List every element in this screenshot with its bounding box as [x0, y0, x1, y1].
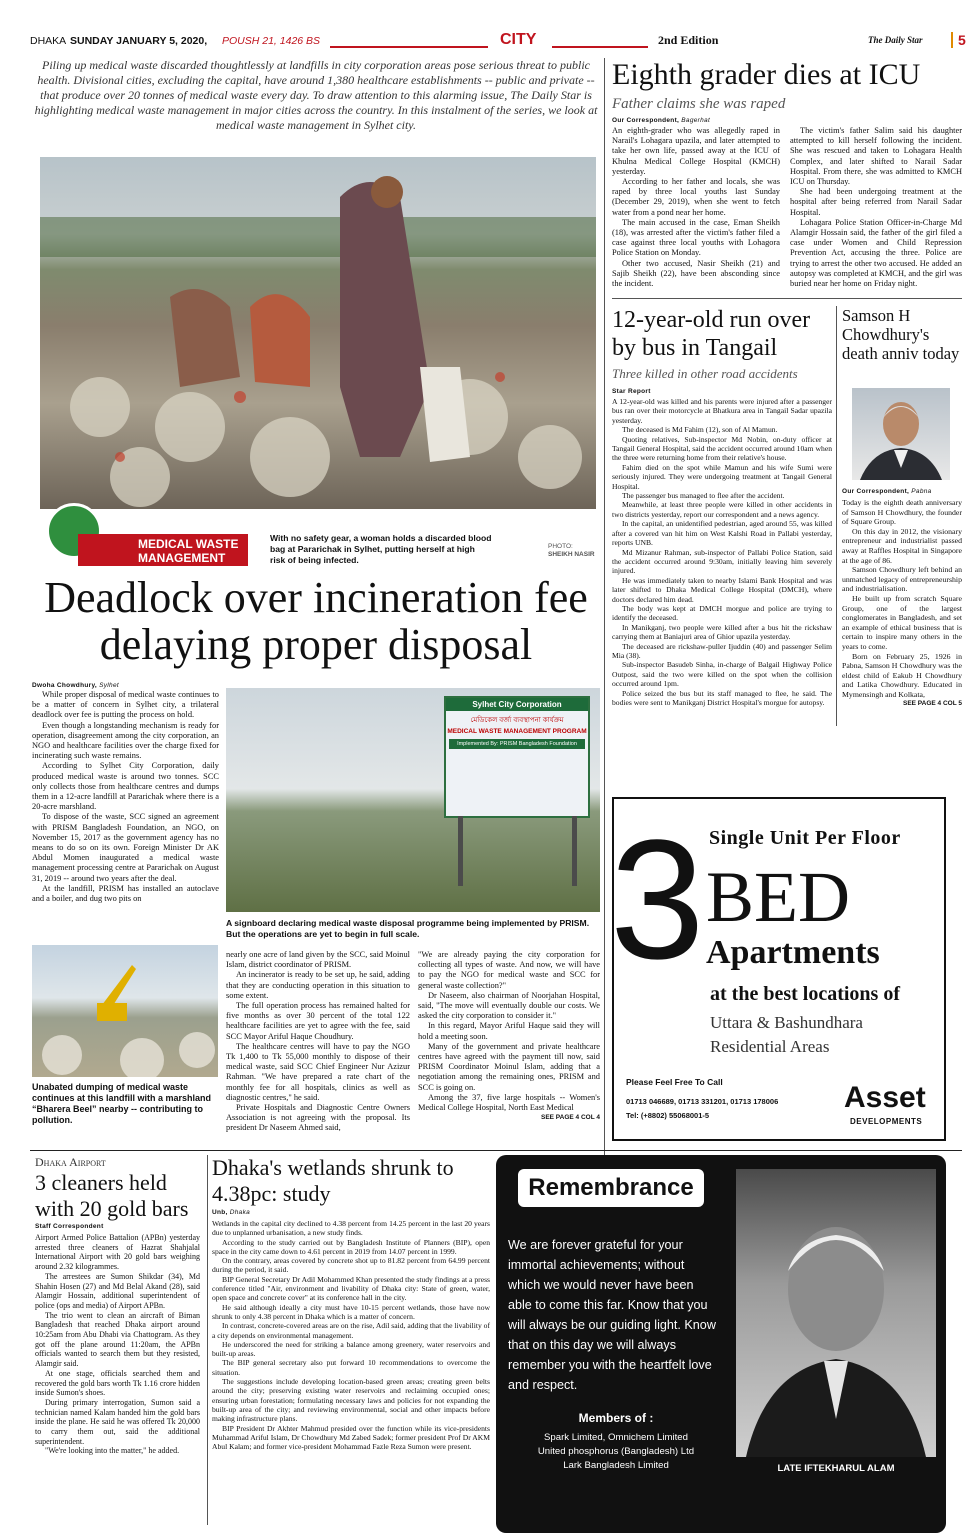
ad-big-number: 3 [610, 805, 705, 995]
tangail-headline: 12-year-old run over by bus in Tangail [612, 307, 811, 361]
masthead-rule-right [552, 46, 648, 48]
lead-see-page: SEE PAGE 4 COL 4 [540, 1114, 600, 1122]
remembrance-ad [496, 1155, 946, 1533]
icu-byline [612, 117, 710, 124]
paragraph: An incinerator is ready to be set up, he said, adding that they are conducting operation in this situation to some extent. [226, 970, 410, 1000]
badge-label: MEDICAL WASTE MANAGEMENT [78, 534, 248, 566]
tangail-subheadline: Three killed in other road accidents [612, 366, 798, 381]
lead-column-1 [32, 690, 219, 904]
lead-byline-place: Sylhet [99, 682, 119, 689]
samson-headline: Samson H Chowdhury's death anniv today [842, 306, 960, 363]
ad-brand-sub: DEVELOPMENTS [850, 1117, 923, 1126]
photo-credit-label: PHOTO: [548, 543, 573, 550]
member-item: United phosphorus (Bangladesh) Ltd [537, 1446, 695, 1457]
paragraph: Even though a longstanding mechanism is ready for operation, disagreement among the city corporation, an NGO and healthcare facilities over the charge fixed for incinerating such waste remains. [32, 720, 219, 761]
lead-headline: Deadlock over incineration fee delaying proper disposal [44, 573, 588, 669]
paragraph: She had been undergoing treatment at the hospital after being referred from Narail Sadar Hospital. [790, 187, 962, 217]
paragraph: The arrestees are Sumon Shikdar (34), Md Shahin Hosen (27) and Md Belal Akand (28), said Alamgir Hossain, additional superintendent of police (ops and media) of Airport APBn. [35, 1271, 200, 1310]
paragraph: Md Mizanur Rahman, sub-inspector of Pallabi Police Station, said the accident occurred around 9:30am, initially leaving him severely injured. [612, 547, 832, 576]
samson-body [842, 498, 962, 709]
series-badge [38, 508, 250, 566]
wetlands-byline [212, 1209, 250, 1216]
paragraph: "We're looking into the matter," he added. [45, 1446, 180, 1456]
dateline-date: SUNDAY JANUARY 5, 2020, [70, 35, 208, 47]
ad-apartments: Apartments [706, 934, 880, 971]
paragraph: He was immediately taken to nearby Islami Bank Hospital and was later shifted to Dhaka Medical College Hospital (DMCH), where doctors declared him dead. [612, 575, 832, 604]
paragraph: The healthcare centres will have to pay the NGO Tk 1,400 to Tk 55,000 monthly to dispose of their medical waste, said SCC Chief Engineer Nur Azizur Rahman. "We have prepared a rate chart of the monthly fee for all hospitals, clinics as well as diagnostic centres," he said. [226, 1041, 410, 1102]
ad-phones: 01713 046689, 01713 331201, 01713 178006 [626, 1097, 779, 1106]
member-item: Spark Limited, Omnichem Limited [544, 1432, 688, 1443]
photo-credit-name: SHEIKH NASIR [548, 551, 595, 558]
paragraph: He said although ideally a city must have 10-15 percent wetlands, those have now shrunk to only 4.38 percent in Dhaka which is a matter of concern. [212, 1302, 490, 1321]
paragraph: A 12-year-old was killed and his parents were injured after a passenger bus ran over their motorcycle at Bhatkura area in Tangail Sadar upazila yesterday. [612, 397, 832, 425]
column-divider-airport [207, 1155, 208, 1525]
icu-byline-name: Our Correspondent, [612, 117, 680, 124]
airport-body [35, 1233, 200, 1456]
paragraph: Police seized the bus but its staff managed to flee, he said. The bodies were sent to Manikganj District Hospital's morgue for autopsy. [612, 688, 832, 707]
paragraph: Lohagara Police Station Officer-in-Charge Md Alamgir Hossain said, the father of the girl filed a case under Women and Child Repression Prevention Act, accusing the three. Police are trying to arrest the other two accused. He added an autopsy was completed at KMCH, and the girl was buried near her home on Friday night. [790, 217, 962, 289]
paper-logo: The Daily Star [868, 35, 923, 45]
remembrance-members-label: Members of : [578, 1411, 654, 1425]
icu-byline-place: Bagerhat [681, 117, 711, 124]
paragraph: "We are already paying the city corporation for collecting all types of waste. And now, we will have to pay the NGO for medical waste and SCC for general waste collection?" [418, 950, 600, 990]
asset-ad [612, 797, 946, 1141]
edition-label: 2nd Edition [658, 33, 719, 47]
column-divider-main [604, 58, 605, 1158]
ad-tel: Tel: (+8802) 55068001-5 [626, 1111, 710, 1120]
remembrance-portrait [736, 1169, 936, 1457]
samson-byline-place: Pabna [911, 488, 932, 495]
sign-program: MEDICAL WASTE MANAGEMENT PROGRAM [447, 728, 587, 735]
paragraph: Wetlands in the capital city declined to 4.38 percent from 14.25 percent in the last 20 years due to unplanned urbanisation, a new study finds. [212, 1219, 490, 1238]
ad-areas-2: Residential Areas [710, 1037, 830, 1056]
lead-photo-caption: With no safety gear, a woman holds a discarded blood bag at Pararichak in Sylhet, putting herself at high risk of being infected. [270, 533, 492, 565]
paragraph: Today is the eighth death anniversary of Samson H Chowdhury, the founder of Square Group. [842, 498, 962, 527]
paragraph: Sub-inspector Basudeb Sinha, in-charge of Balgail Highway Police Outpost, said the two were killed on the spot when the collision occurred around 1pm. [612, 660, 832, 689]
icu-bottom-rule [612, 298, 962, 299]
sign-post-left [458, 816, 463, 886]
ad-call-label: Please Feel Free To Call [626, 1077, 723, 1087]
airport-kicker: Dhaka Airport [35, 1155, 106, 1169]
samson-portrait [852, 388, 950, 480]
paragraph: The body was kept at DMCH morgue and police are trying to identify the deceased. [612, 603, 832, 623]
signboard-photo [226, 688, 600, 912]
column-divider-samson [836, 306, 837, 726]
paragraph: To dispose of the waste, SCC signed an agreement with PRISM Bangladesh Foundation, an NGO, on November 15, 2017 as the government agency has no means to do so on its own. Foreign Minister Dr AK Abdul Momen inaugurated a medical waste management processing centre at Pararichak on August 31, 2019 -- around two years after the deal. [32, 812, 219, 883]
sign-post-right [572, 816, 577, 886]
masthead [30, 31, 966, 51]
wetlands-headline: Dhaka's wetlands shrunk to 4.38pc: study [212, 1155, 454, 1206]
paragraph: On this day in 2012, the visionary entrepreneur and industrialist passed away at Raffles Hospital in Singapore at the age of 86. [842, 526, 962, 565]
samson-byline [842, 488, 932, 495]
sign-bangla: মেডিকেল বর্জ্য ব্যবস্থাপনা কার্যক্রম [470, 717, 564, 724]
remembrance-title: Remembrance [518, 1169, 704, 1207]
signboard [444, 696, 590, 818]
lead-byline [32, 682, 119, 689]
landfill-photo-art [32, 945, 218, 1077]
landfill-caption: Unabated dumping of medical waste continues at this landfill with a marshland “Bharera Beel” nearby -- contributing to pollution. [32, 1082, 212, 1125]
paragraph: On the contrary, areas covered by concrete shot up to 81.82 percent from 64.99 percent during the period, it said. [212, 1256, 490, 1275]
paragraph: Many of the government and private healthcare centres have agreed with the payment till now, said PRISM Coordinator Moinul Islam, adding that a negotiation among the remaining ones, PRISM and SCC is going on. [418, 1041, 600, 1092]
paragraph: Among the 37, five large hospitals -- Women's Medical College Hospital, North East Medical [418, 1092, 600, 1113]
paragraph: According to her father and locals, she was raped by three local youths last Sunday (December 29, 2019), when she went to fetch water from a pond near her home. [612, 177, 780, 217]
dateline-bangla: POUSH 21, 1426 BS [222, 35, 321, 47]
ad-brand-logo: Asset [844, 1081, 926, 1114]
paragraph: Born on February 25, 1926 in Pabna, Samson H Chowdhury was the eldest child of Eakub H Chowdhury and Latika Chowdhury. Educated in Mymensingh and Kolkata, [842, 651, 962, 699]
paragraph: In Manikganj, two people were killed after a bus hit the rickshaw carrying them at Baniajuri area of Ghior upazila yesterday. [612, 622, 832, 642]
icu-subheadline: Father claims she was raped [612, 96, 786, 112]
icu-headline: Eighth grader dies at ICU [612, 58, 921, 91]
tangail-body [612, 397, 832, 707]
paragraph: The BIP general secretary also put forward 10 recommendations to overcome the situation. [212, 1358, 490, 1377]
paragraph: The main accused in the case, Eman Sheikh (18), was arrested after the victim's father filed a case against three local youths with Lohagora Police Station on Monday. [612, 217, 780, 258]
member-item: Lark Bangladesh Limited [563, 1460, 669, 1471]
paragraph: Samson Chowdhury left behind an unmatched legacy of entrepreneurship and industrialisation. [842, 565, 962, 594]
paragraph: An eighth-grader who was allegedly raped in Narail's Lohagara upazila, and later attempted to take her own life, passed away at the ICU of Khulna Medical College Hospital (KMCH) yesterday. [612, 126, 780, 176]
paragraph: In contrast, concrete-covered areas are on the rise, Adil said, adding that the livability of a city depends on environmental management. [212, 1321, 491, 1340]
paragraph: At one stage, officials searched them and recovered the gold bars worth Tk 1.16 crore hidden inside Sumon's shoes. [35, 1368, 200, 1398]
section-name: CITY [500, 31, 537, 48]
paragraph: During primary interrogation, Sumon said a technician named Kalam handed him the gold bars inside the plane. He said he was offered Tk 20,000 to carry them out, said the additional superintendent. [35, 1397, 200, 1446]
paragraph: BIP General Secretary Dr Adil Mohammed Khan presented the study findings at a press conference titled "Air, environment and livability of Dhaka city: State of green, water, open space and concrete cover" at its conference hall in the city. [212, 1274, 490, 1303]
wetlands-body [212, 1219, 490, 1451]
bottom-row-rule [30, 1150, 962, 1151]
lead-photo [40, 157, 596, 509]
ad-bed: BED [706, 857, 850, 937]
paragraph: He built up from scratch Square Group, one of the largest conglomerates in Bangladesh, and set an example of ethical business that is certain to inspire many others in the years to come. [842, 593, 962, 651]
paragraph: The deceased are rickshaw-puller Ijuddin (40) and passenger Selim Mia (38). [612, 641, 832, 660]
ad-areas-1: Uttara & Bashundhara [710, 1013, 863, 1032]
page-number: 5 [951, 32, 966, 48]
sign-implemented: Implemented By: PRISM Bangladesh Foundation [449, 739, 585, 749]
wetlands-byline-name: Unb, [212, 1209, 228, 1216]
paragraph: The full operation process has remained halted for five months as over 30 percent of the total 122 healthcare facilities are yet to agree with the fee, said SCC Mayor Ariful Haque Choudhury. [226, 1001, 410, 1041]
paragraph: According to Sylhet City Corporation, daily produced medical waste is around two tonnes. SCC only collects those from healthcare centres and dumps them in a 12-acre landfill at Pararichak where there is a 20-acre marshland. [32, 761, 219, 812]
paragraph: Meanwhile, at least three people were killed in other accidents in two districts yesterday, report our correspondent and a news agency. [612, 500, 832, 519]
paragraph: While proper disposal of medical waste continues to be a matter of concern in Sylhet city, a trilateral deadlock over fee is putting the process on hold. [32, 690, 219, 720]
tangail-byline: Star Report [612, 388, 651, 395]
paragraph: BIP President Dr Akhter Mahmud presided over the function while its vice-presidents Muhammad Ariful Islam, Dr Chowdhury Md Zabed Sadek; former president Prof Dr AKM Abul Kalam; and former vice-president Mohammad Fazle Reza Sumon were present. [212, 1423, 490, 1452]
airport-byline: Staff Correspondent [35, 1223, 104, 1230]
series-intro: Piling up medical waste discarded thoughtlessly at landfills in city corporation areas pose serious threat to public health. Divisional cities, excluding the capital, have around 1,380 healthcare establishments -- public and private -- that produce over 20 tonnes of medical waste every day. To draw attention to this alarming issue, The Daily Star is highlighting medical waste management in major cities across the country. In this instalment of the series, we look at medical waste management in Sylhet city. [34, 58, 598, 132]
remembrance-members [506, 1431, 726, 1473]
lead-byline-name: Dwoha Chowdhury, [32, 682, 97, 689]
paragraph: Dr Naseem, also chairman of Noorjahan Hospital, said, "The move will eventually double our costs. We asked the city corporation to consider it." [418, 990, 600, 1021]
paragraph: nearly one acre of land given by the SCC, said Moinul Islam, district coordinator of PRISM. [226, 950, 410, 970]
icu-column-2 [790, 126, 962, 289]
paragraph: At the landfill, PRISM has installed an autoclave and a boiler, and dug two pits on [32, 883, 219, 904]
paragraph: Private Hospitals and Diagnostic Centre Owners Association is not agreeing with the proposal. Its president Dr Naseem Ahmed said, [226, 1103, 410, 1133]
lead-column-2 [226, 950, 410, 1134]
remembrance-portrait-art [736, 1169, 936, 1457]
paragraph: The victim's father Salim said his daughter attempted to kill herself following the incident. She was rescued and taken to Lohagara Health Complex, and later shifted to Narail Sadar Hospital. From there, she was admitted to KMCH ICU on Thursday. [790, 126, 962, 187]
paragraph: The trio went to clean an aircraft of Biman Bangladesh that reached Dhaka airport around 10:25am from Abu Dhabi via Chattogram. As they got off the plane around 11:20am, the APBn officials wanted to search them but they resisted, Alamgir said. [35, 1310, 200, 1369]
remembrance-message: We are forever grateful for your immortal achievements; without which we would never have been able to come this far. Know that you will always be our guiding light. Know that on this day we will always remember you with the heartfelt love and respect. [508, 1238, 716, 1392]
ad-headline: Single Unit Per Floor [709, 827, 901, 849]
paragraph: The suggestions include developing location-based green areas; creating green belts around the city; preserving existing water reservoirs and reclaiming occupied ones; ensuring urban forestation; formulating necessary laws and policies for not expanding the built-up area of the city; and reviewing environmental, social and other impacts before making infrastructure plans. [212, 1377, 490, 1424]
lead-photo-art [40, 157, 596, 509]
signboard-caption: A signboard declaring medical waste disposal programme being implemented by PRISM. But the operations are yet to begin in full scale. [226, 918, 590, 939]
paragraph: Other two accused, Nasir Sheikh (21) and Sajib Sheikh (22), have been absconding since the incident. [612, 258, 780, 289]
masthead-rule-left [330, 46, 488, 48]
samson-see-page: SEE PAGE 4 COL 5 [902, 700, 962, 708]
paragraph: He underscored the need for striking a balance among greenery, water reservoirs and built-up areas. [212, 1339, 490, 1359]
paragraph: According to the study carried out by Bangladesh Institute of Planners (BIP), open space in the city came down to 4.61 percent in 2019 from 14.07 percent in 1999. [212, 1237, 490, 1256]
paragraph: The passenger bus managed to flee after the accident. [622, 491, 785, 501]
samson-byline-name: Our Correspondent, [842, 488, 910, 495]
ad-locations: at the best locations of [710, 983, 900, 1005]
sign-title: Sylhet City Corporation [446, 698, 588, 711]
paragraph: In the capital, an unidentified pedestrian, aged around 55, was killed after a covered van hit him on West Kalshi Road in Pallabi yesterday, reports UNB. [612, 519, 832, 548]
remembrance-name: LATE IFTEKHARUL ALAM [777, 1463, 895, 1474]
paragraph: Airport Armed Police Battalion (APBn) yesterday arrested three cleaners of Hazrat Shahjalal International Airport with 20 gold bars weighing around 2.32 kilogrammes. [35, 1233, 200, 1272]
dateline-city: DHAKA [30, 35, 67, 47]
paragraph: The deceased is Md Fahim (12), son of Al Mamun. [622, 425, 778, 435]
paragraph: Fahim died on the spot while Mamun and his wife Sumi were seriously injured. They were undergoing treatment at Tangail General Hospital. [612, 462, 832, 491]
photo-credit [548, 543, 595, 559]
samson-portrait-art [852, 388, 950, 480]
paragraph: Quoting relatives, Sub-inspector Md Nobin, on-duty officer at Tangail General Hospital, said the accident occurred around 10am when the three were returning home from their relative's house. [612, 434, 832, 463]
airport-headline: 3 cleaners held with 20 gold bars [35, 1170, 189, 1221]
paragraph: In this regard, Mayor Ariful Haque said they will hold a meeting soon. [418, 1021, 600, 1041]
landfill-photo [32, 945, 218, 1077]
icu-column-1 [612, 126, 780, 289]
lead-column-3 [418, 950, 600, 1123]
wetlands-byline-place: Dhaka [229, 1209, 251, 1216]
